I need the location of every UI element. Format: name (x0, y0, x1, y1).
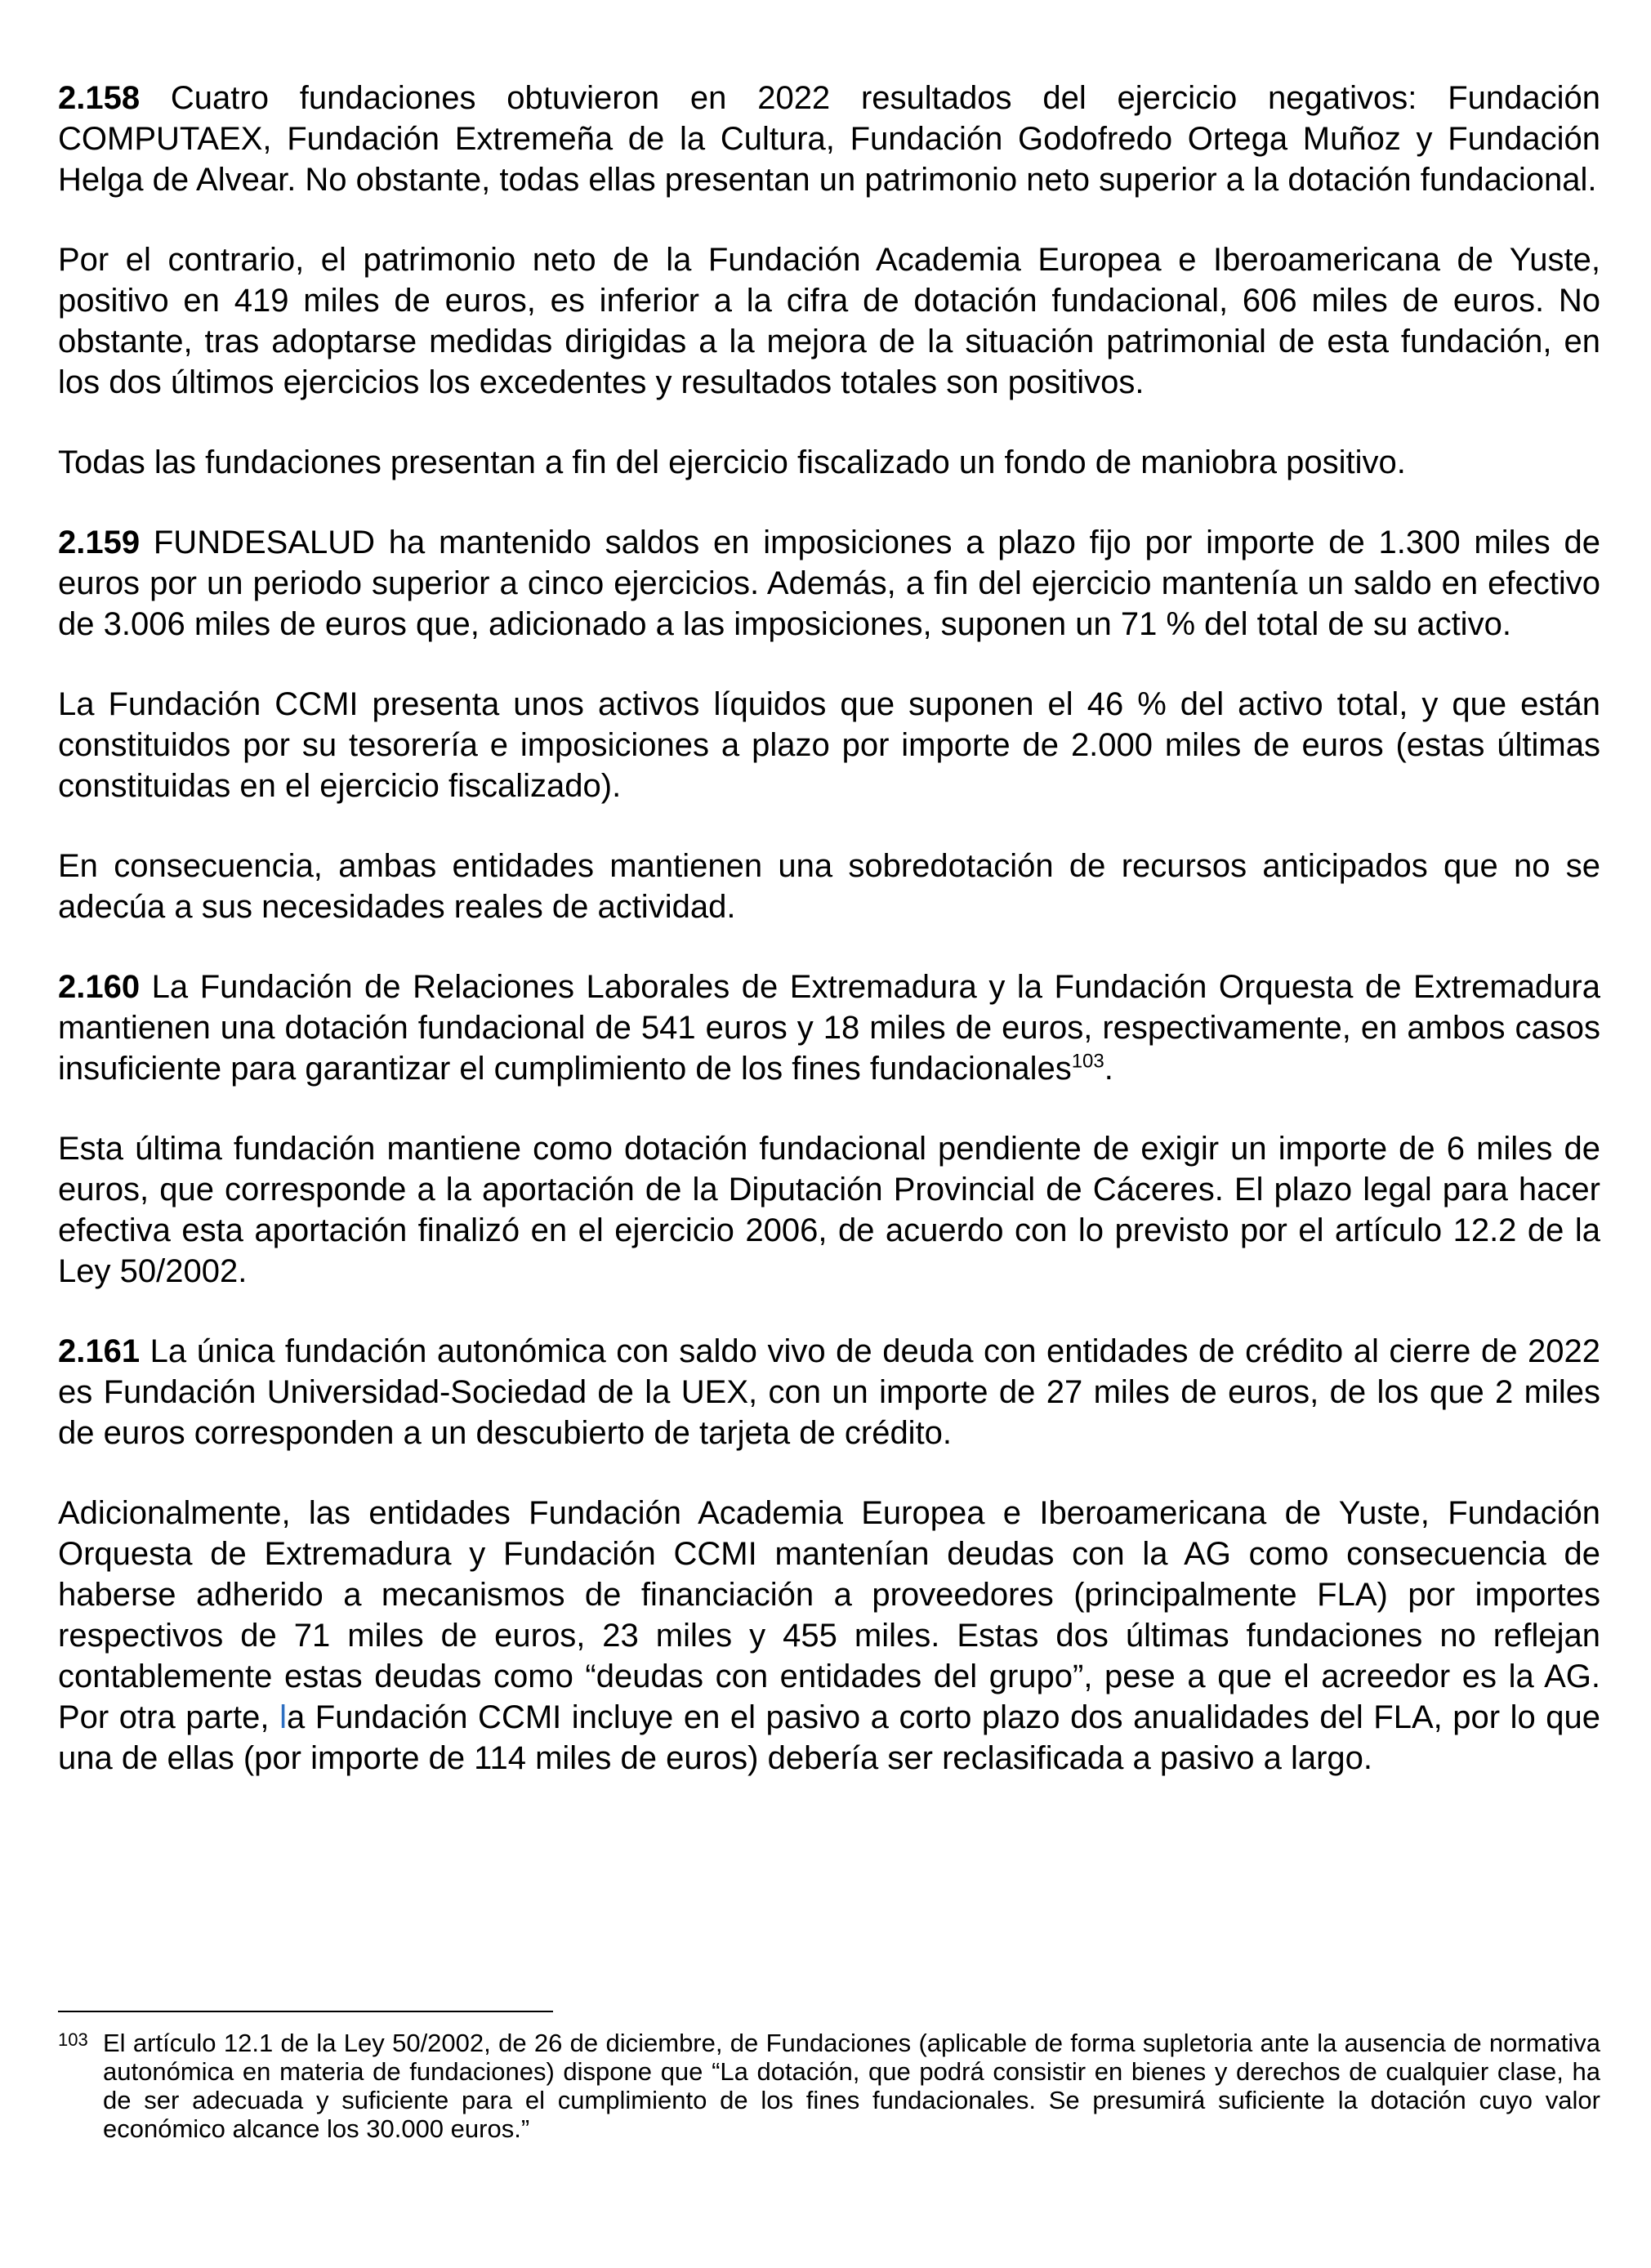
footnote-103 (58, 2029, 1600, 2143)
paragraph-text: Todas las fundaciones presentan a fin del ejercicio fiscalizado un fondo de maniobra positivo. (58, 444, 1406, 480)
paragraph-ccmi-activos (58, 684, 1600, 806)
footnote-divider (58, 2011, 553, 2012)
document-body (58, 78, 1600, 1818)
paragraph-number: 2.159 (58, 525, 141, 560)
paragraph-text: En consecuencia, ambas entidades mantienen una sobredotación de recursos anticipados que no se adecúa a sus necesidades reales de actividad. (58, 848, 1600, 925)
paragraph-patrimonio-yuste (58, 239, 1600, 403)
paragraph-text: La Fundación de Relaciones Laborales de Extremadura y la Fundación Orquesta de Extremadura mantienen una dotación fundacional de 541 euros y 18 miles de euros, respectivamente, en ambos casos insuficiente para garantizar el cumplimiento de los fines fundacionales (58, 969, 1600, 1087)
paragraph-number: 2.160 (58, 969, 141, 1005)
footnote-text: El artículo 12.1 de la Ley 50/2002, de 26 de diciembre, de Fundaciones (aplicable de forma supletoria ante la ausencia de normativa autonómica en materia de fundaciones) dispone que “La dotación, que podrá consistir en bienes y derechos de cualquier clase, ha de ser adecuada y suficiente para el cumplimiento de los fines fundacionales. Se presumirá suficiente la dotación cuyo valor económico alcance los 30.000 euros.” (103, 2029, 1600, 2143)
paragraph-text: Adicionalmente, las entidades Fundación Academia Europea e Iberoamericana de Yuste, Fundación Orquesta de Extremadura y Fundación CCMI mantenían deudas con la AG como consecuencia de haberse adherido a mecanismos de financiación a proveedores (principalmente FLA) por importes respectivos de 71 miles de euros, 23 miles y 455 miles. Estas dos últimas fundaciones no reflejan contablemente estas deudas como “deudas con entidades del grupo”, pese a que el acreedor es la AG. Por otra parte, (58, 1495, 1600, 1735)
paragraph-fondo-maniobra (58, 442, 1600, 483)
paragraph-number: 2.158 (58, 80, 141, 116)
paragraph-consecuencia (58, 846, 1600, 927)
paragraph-2-160 (58, 967, 1600, 1089)
paragraph-text: Esta última fundación mantiene como dotación fundacional pendiente de exigir un importe de 6 miles de euros, que corresponde a la aportación de la Diputación Provincial de Cáceres. El plazo legal para hacer efectiva esta aportación finalizó en el ejercicio 2006, de acuerdo con lo previsto por el artículo 12.2 de la Ley 50/2002. (58, 1131, 1600, 1289)
paragraph-text-end: a Fundación CCMI incluye en el pasivo a corto plazo dos anualidades del FLA, por lo que una de ellas (por importe de 114 miles de euros) debería ser reclasificada a pasivo a largo. (58, 1699, 1601, 1776)
paragraph-text: La única fundación autonómica con saldo vivo de deuda con entidades de crédito al cierre de 2022 es Fundación Universidad-Sociedad de la UEX, con un importe de 27 miles de euros, de los que 2 miles de euros corresponden a un descubierto de tarjeta de crédito. (58, 1333, 1600, 1451)
paragraph-number: 2.161 (58, 1333, 141, 1369)
paragraph-text: La Fundación CCMI presenta unos activos líquidos que suponen el 46 % del activo total, y que están constituidos por su tesorería e imposiciones a plazo por importe de 2.000 miles de euros (estas últimas constituidas en el ejercicio fiscalizado). (58, 686, 1600, 804)
paragraph-2-158 (58, 78, 1600, 200)
paragraph-text-end: . (1104, 1051, 1113, 1087)
paragraph-text: FUNDESALUD ha mantenido saldos en imposiciones a plazo fijo por importe de 1.300 miles de euros por un periodo superior a cinco ejercicios. Además, a fin del ejercicio mantenía un saldo en efectivo de 3.006 miles de euros que, adicionado a las imposiciones, suponen un 71 % del total de su activo. (58, 525, 1600, 642)
paragraph-dotacion-pendiente (58, 1128, 1600, 1292)
paragraph-text: Por el contrario, el patrimonio neto de la Fundación Academia Europea e Iberoamericana de Yuste, positivo en 419 miles de euros, es inferior a la cifra de dotación fundacional, 606 miles de euros. No obstante, tras adoptarse medidas dirigidas a la mejora de la situación patrimonial de esta fundación, en los dos últimos ejercicios los excedentes y resultados totales son positivos. (58, 242, 1600, 400)
highlighted-letter: l (279, 1699, 287, 1735)
paragraph-2-159 (58, 522, 1600, 645)
footnote-mark: 103 (58, 2029, 88, 2050)
footnote-reference[interactable]: 103 (1071, 1050, 1104, 1073)
paragraph-2-161 (58, 1331, 1600, 1453)
paragraph-text: Cuatro fundaciones obtuvieron en 2022 resultados del ejercicio negativos: Fundación COMPUTAEX, Fundación Extremeña de la Cultura, Fundación Godofredo Ortega Muñoz y Fundación Helga de Alvear. No obstante, todas ellas presentan un patrimonio neto superior a la dotación fundacional. (58, 80, 1600, 198)
paragraph-deudas-ag (58, 1493, 1600, 1779)
